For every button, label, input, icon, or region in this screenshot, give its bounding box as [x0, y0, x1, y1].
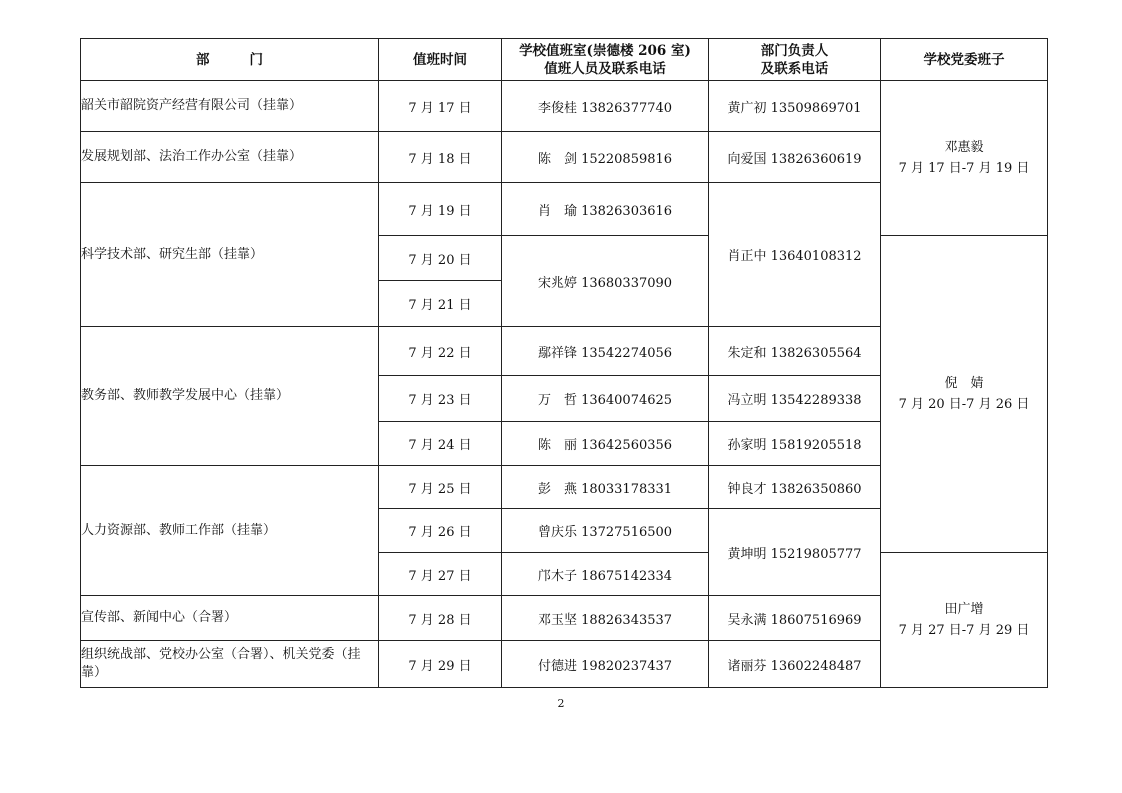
duty-schedule-table [80, 38, 1048, 688]
duty-staff-cell: 付德进 19820237437 [502, 641, 709, 688]
dept-head-cell: 冯立明 13542289338 [709, 376, 881, 422]
date-cell: 7 月 19 日 [379, 183, 502, 236]
date-cell: 7 月 27 日 [379, 553, 502, 596]
date-cell: 7 月 29 日 [379, 641, 502, 688]
header-duty-office: 学校值班室(崇德楼 206 室) 值班人员及联系电话 [502, 39, 709, 81]
department-cell: 发展规划部、法治工作办公室（挂靠） [81, 132, 379, 183]
department-cell: 宣传部、新闻中心（合署） [81, 596, 379, 641]
department-cell: 教务部、教师教学发展中心（挂靠） [81, 327, 379, 466]
duty-staff-cell: 李俊桂 13826377740 [502, 81, 709, 132]
dept-head-cell: 肖正中 13640108312 [709, 183, 881, 327]
date-cell: 7 月 21 日 [379, 281, 502, 327]
duty-staff-cell: 宋兆婷 13680337090 [502, 236, 709, 327]
department-cell: 韶关市韶院资产经营有限公司（挂靠） [81, 81, 379, 132]
party-leader-cell: 倪 婧 7 月 20 日-7 月 26 日 [881, 236, 1048, 553]
date-cell: 7 月 20 日 [379, 236, 502, 281]
dept-head-cell: 钟良才 13826350860 [709, 466, 881, 509]
duty-staff-cell: 肖 瑜 13826303616 [502, 183, 709, 236]
date-cell: 7 月 24 日 [379, 422, 502, 466]
duty-staff-cell: 曾庆乐 13727516500 [502, 509, 709, 553]
dept-head-cell: 黄广初 13509869701 [709, 81, 881, 132]
dept-head-cell: 吴永满 18607516969 [709, 596, 881, 641]
department-cell: 科学技术部、研究生部（挂靠） [81, 183, 379, 327]
date-cell: 7 月 26 日 [379, 509, 502, 553]
dept-head-cell: 向爱国 13826360619 [709, 132, 881, 183]
department-cell: 人力资源部、教师工作部（挂靠） [81, 466, 379, 596]
page-number: 2 [557, 697, 565, 710]
date-cell: 7 月 23 日 [379, 376, 502, 422]
dept-head-cell: 朱定和 13826305564 [709, 327, 881, 376]
duty-staff-cell: 陈 剑 15220859816 [502, 132, 709, 183]
header-dept-head: 部门负责人 及联系电话 [709, 39, 881, 81]
party-leader-cell: 邓惠毅 7 月 17 日-7 月 19 日 [881, 81, 1048, 236]
date-cell: 7 月 28 日 [379, 596, 502, 641]
header-party-leader: 学校党委班子 [881, 39, 1048, 81]
header-department: 部 门 [81, 39, 379, 81]
duty-staff-cell: 邓玉坚 18826343537 [502, 596, 709, 641]
header-duty-date: 值班时间 [379, 39, 502, 81]
date-cell: 7 月 22 日 [379, 327, 502, 376]
date-cell: 7 月 17 日 [379, 81, 502, 132]
dept-head-cell: 孙家明 15819205518 [709, 422, 881, 466]
duty-staff-cell: 邝木子 18675142334 [502, 553, 709, 596]
date-cell: 7 月 18 日 [379, 132, 502, 183]
header-row [81, 39, 1048, 81]
party-leader-cell: 田广增 7 月 27 日-7 月 29 日 [881, 553, 1048, 688]
duty-staff-cell: 万 哲 13640074625 [502, 376, 709, 422]
department-cell: 组织统战部、党校办公室（合署）、机关党委（挂靠） [81, 641, 379, 688]
duty-staff-cell: 彭 燕 18033178331 [502, 466, 709, 509]
dept-head-cell: 黄坤明 15219805777 [709, 509, 881, 596]
date-cell: 7 月 25 日 [379, 466, 502, 509]
dept-head-cell: 诸丽芬 13602248487 [709, 641, 881, 688]
duty-staff-cell: 陈 丽 13642560356 [502, 422, 709, 466]
duty-staff-cell: 鄢祥锋 13542274056 [502, 327, 709, 376]
table-row [81, 81, 1048, 132]
